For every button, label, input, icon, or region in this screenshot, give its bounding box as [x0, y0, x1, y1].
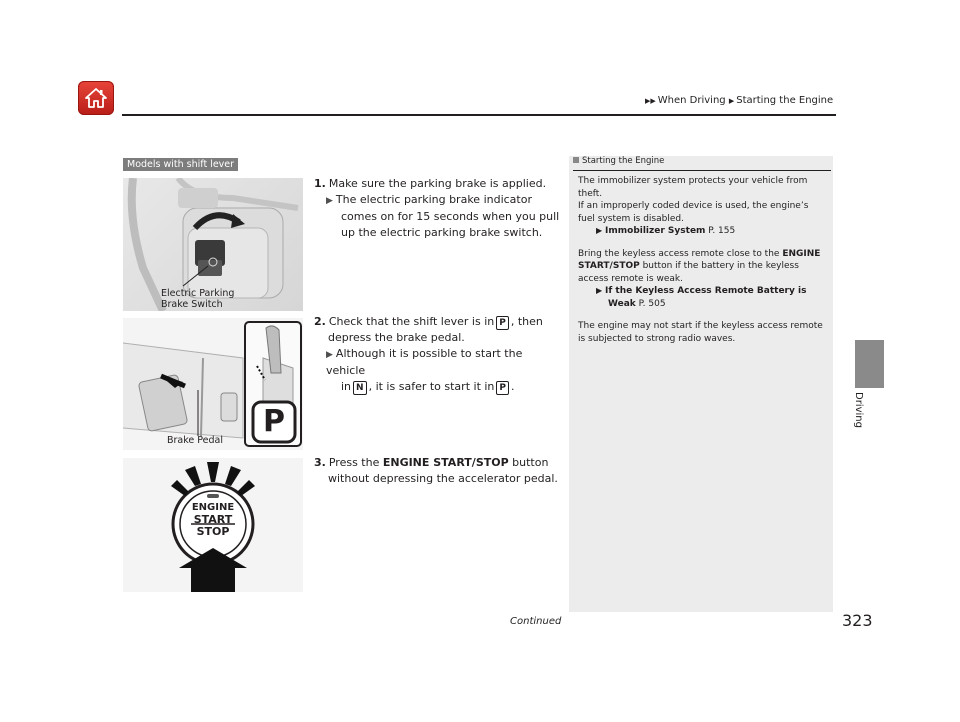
xref-immobilizer[interactable]: ▶ Immobilizer System P. 155 [596, 226, 736, 236]
models-label: Models with shift lever [123, 158, 238, 171]
brake-pedal-caption: Brake Pedal [167, 435, 223, 446]
step-3: 3. Press the ENGINE START/STOP button without depressing the accelerator pedal. [314, 456, 558, 485]
brake-pedal-illustration [123, 318, 303, 450]
breadcrumb-item[interactable]: Starting the Engine [736, 95, 834, 106]
side-note-text: The immobilizer system protects your vehicle from theft. If an improperly coded device is used, the engine’s fuel system is disabled. ▶ Immobilizer System P. 155 Bring the keyless access remote close to the ENGINE START/STOP button if the battery in the keyless access remote is weak. ▶ If the Keyless Access Remote Battery is Weak P. 505 The engine may not start if the keyless access remote is subjected to strong radio waves. [578, 175, 828, 345]
parking-brake-illustration [123, 178, 303, 311]
chevron-right-icon: ▶▶ [645, 97, 656, 105]
step-1: 1. Make sure the parking brake is applied. ▶ The electric parking brake indicator comes on for 15 seconds when you pull up the electric parking brake switch. [314, 177, 560, 239]
side-note-divider [573, 170, 831, 171]
section-tab-label: Driving [853, 392, 864, 428]
engine-button-label: ENGINE START STOP [191, 502, 235, 538]
arrow-icon: ▶ [326, 350, 333, 360]
page-number: 323 [842, 611, 873, 630]
arrow-icon: ▶ [326, 196, 333, 206]
xref-icon: ▶ [596, 226, 603, 235]
shift-key-p: P [496, 316, 509, 330]
engine-start-button-illustration [123, 458, 303, 592]
parking-brake-caption: Electric Parking Brake Switch [161, 288, 235, 310]
home-icon [84, 87, 108, 109]
continued-label: Continued [510, 616, 562, 627]
step-2: 2. Check that the shift lever is in P , then depress the brake pedal. ▶ Although it is possible to start the vehicle in N , it is safer to start it in P . [314, 315, 543, 393]
xref-icon: ▶ [596, 286, 603, 295]
home-button[interactable] [78, 81, 114, 115]
breadcrumb [645, 95, 833, 106]
shift-key-n: N [353, 381, 367, 395]
breadcrumb-item[interactable]: When Driving [657, 95, 726, 106]
side-note-heading: Starting the Engine [569, 156, 833, 166]
chevron-right-icon: ▶ [728, 97, 735, 105]
note-marker-icon [573, 157, 579, 163]
shift-indicator-letter: P [263, 404, 285, 439]
shift-key-p: P [496, 381, 509, 395]
xref-keyless-battery[interactable]: ▶ If the Keyless Access Remote Battery is [596, 286, 807, 296]
section-tab[interactable] [855, 340, 884, 388]
header-divider [122, 114, 836, 116]
